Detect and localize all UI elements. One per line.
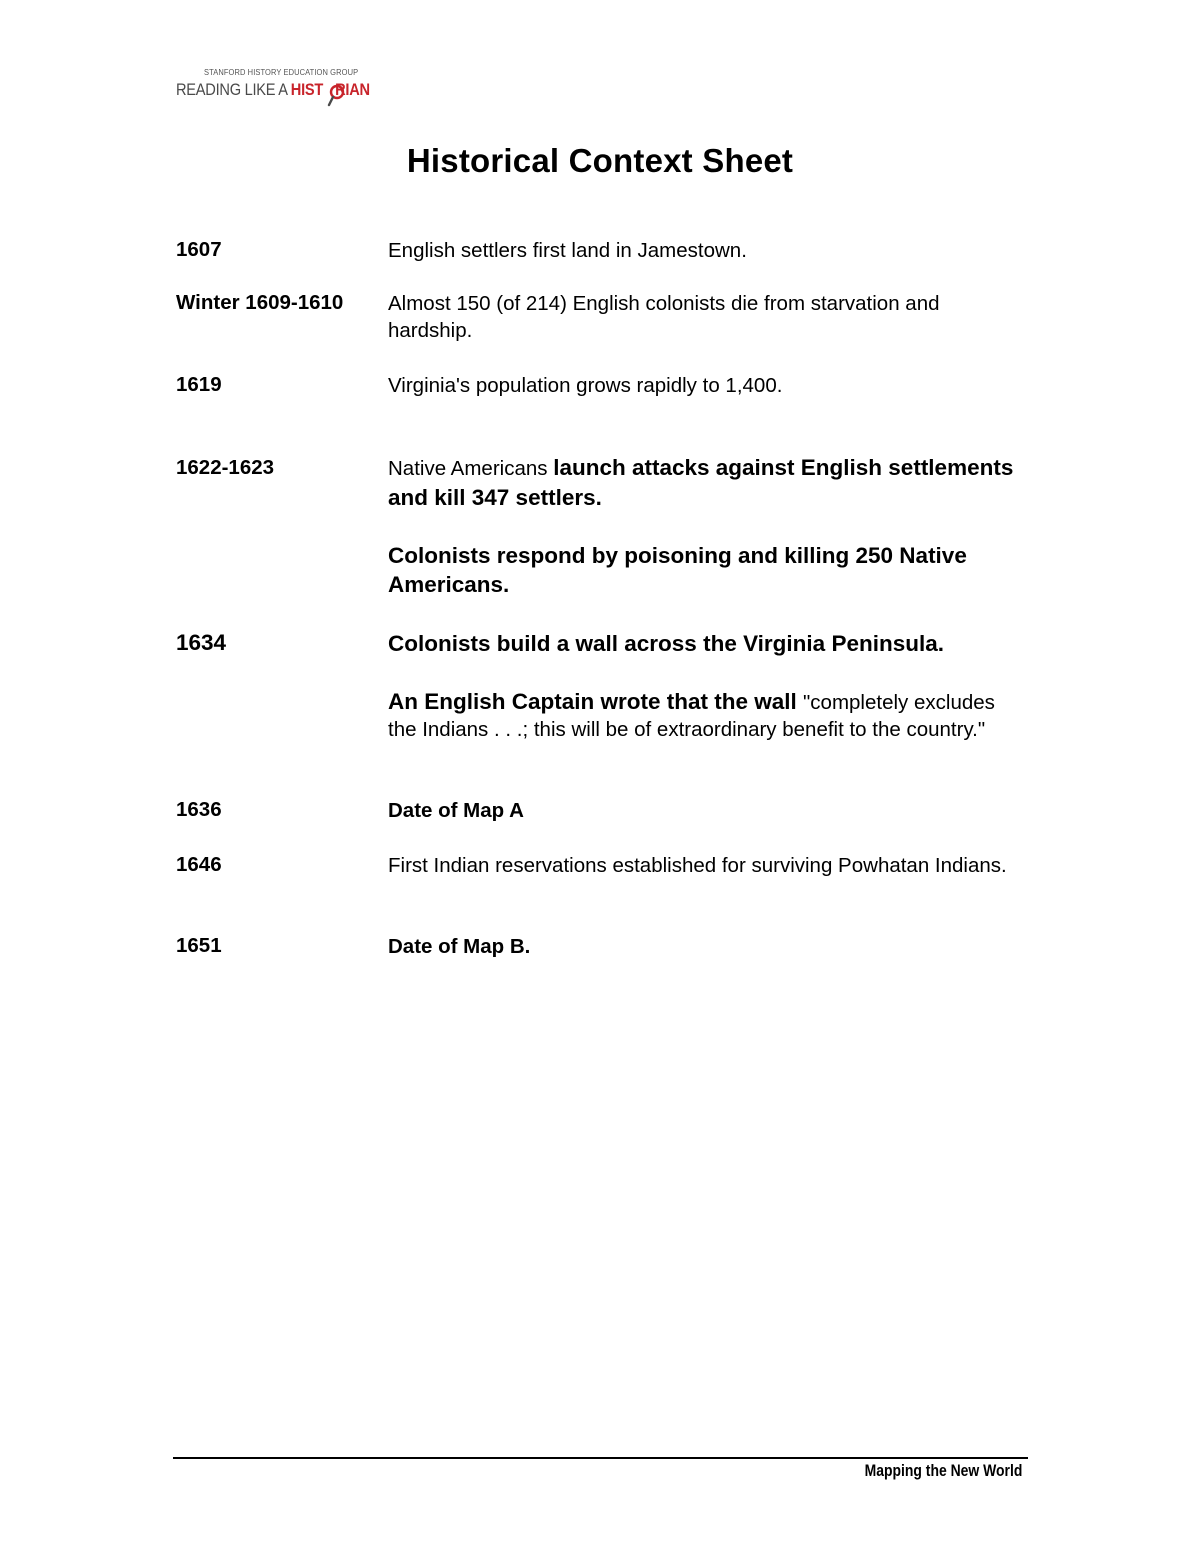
reading-like-a-historian-logo xyxy=(176,68,386,108)
timeline-date: 1619 xyxy=(176,373,222,396)
footer-divider xyxy=(173,1457,1028,1459)
timeline-date: 1622-1623 xyxy=(176,456,275,479)
timeline-text-secondary: Colonists respond by poisoning and killing 250 Native Americans. xyxy=(388,543,967,597)
timeline-text: Colonists build a wall across the Virginia Peninsula. xyxy=(388,631,944,656)
timeline-date: Winter 1609-1610 xyxy=(176,291,344,314)
timeline-date: 1651 xyxy=(176,934,222,957)
logo-wordmark-part-c: RIAN xyxy=(335,80,370,99)
timeline-text-secondary xyxy=(388,687,1028,743)
timeline-text xyxy=(388,453,1028,512)
timeline-date: 1646 xyxy=(176,853,222,876)
timeline-text: Almost 150 (of 214) English colonists die from starvation and hardship. xyxy=(388,292,940,342)
timeline-text: Date of Map B. xyxy=(388,935,531,958)
timeline-date: 1634 xyxy=(176,630,227,655)
logo-wordmark-part-a: READING LIKE A xyxy=(176,80,291,99)
logo-org-name: STANFORD HISTORY EDUCATION GROUP xyxy=(204,67,359,78)
timeline-text-bold: launch attacks against English settlements and kill 347 settlers. xyxy=(388,455,1014,510)
magnifying-glass-icon xyxy=(327,83,347,107)
timeline-text: Virginia's population grows rapidly to 1,400. xyxy=(388,374,783,397)
page-title: Historical Context Sheet xyxy=(406,142,794,179)
footer-title: Mapping the New World xyxy=(864,1461,1022,1480)
timeline-quote: "completely excludes the Indians . . .; this will be of extraordinary benefit to the country." xyxy=(388,691,995,741)
timeline-date: 1607 xyxy=(176,238,222,261)
timeline-text-plain: Native Americans xyxy=(388,457,554,480)
timeline-text: Date of Map A xyxy=(388,799,524,822)
timeline-date: 1636 xyxy=(176,798,222,821)
timeline-text-bold: An English Captain wrote that the wall xyxy=(388,689,804,714)
timeline-text: First Indian reservations established for surviving Powhatan Indians. xyxy=(388,854,1007,877)
logo-wordmark-part-b: HIST xyxy=(290,80,324,99)
timeline-text: English settlers first land in Jamestown. xyxy=(388,239,747,262)
